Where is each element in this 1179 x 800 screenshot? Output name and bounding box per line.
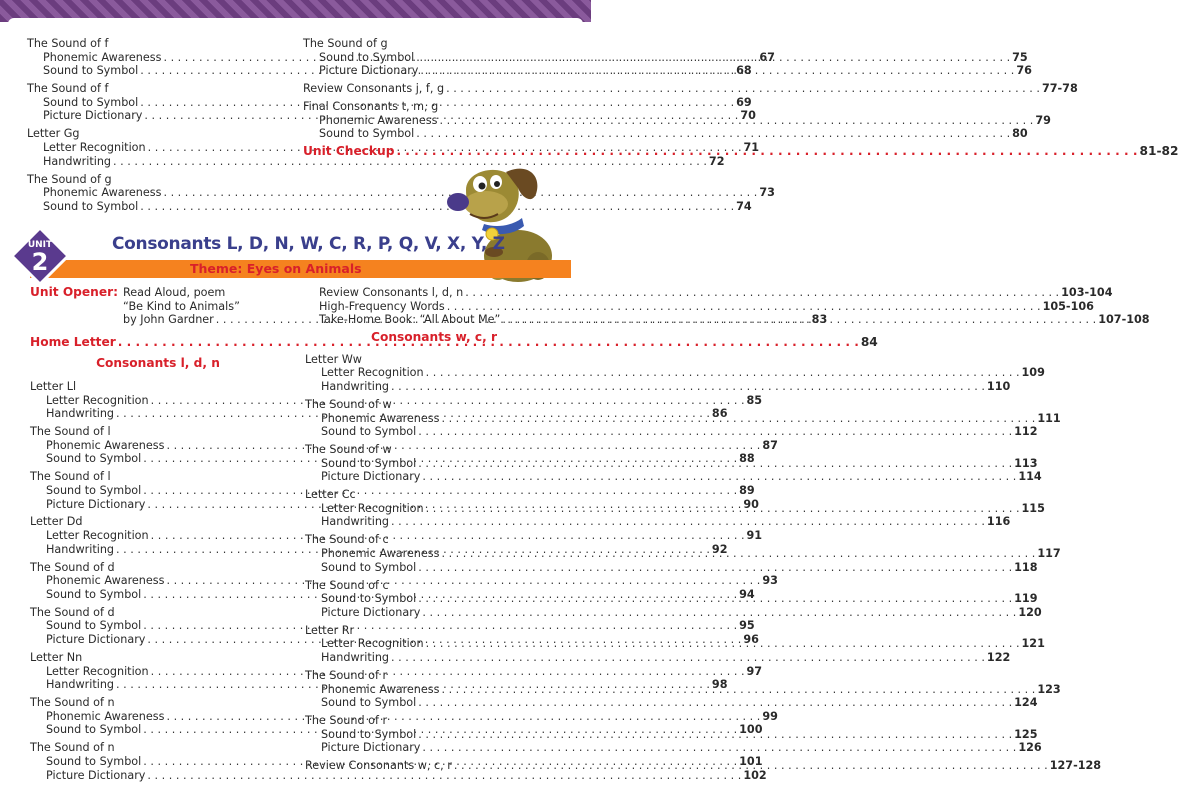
entry-page: 92 [711,542,728,556]
toc-entry [303,127,1028,141]
entry-label: Review Consonants j, f, g [303,82,445,96]
toc-group [305,352,1045,394]
toc-entry [27,154,725,169]
entry-label: by John Gardner [123,313,214,327]
entry-label: Sound to Symbol [43,95,139,109]
toc-entry [319,286,1113,300]
group-heading: Letter Ww [305,352,362,366]
entry-label: Picture Dictionary [46,768,146,782]
entry-label: Picture Dictionary [321,470,421,484]
entry-page: 126 [1018,741,1042,755]
entry-page: 71 [743,140,760,154]
entry-label: Picture Dictionary [46,497,146,511]
entry-label: Picture Dictionary [319,64,419,78]
entry-page: 111 [1037,411,1061,425]
entry-page: 101 [739,754,763,768]
group-heading: The Sound of f [27,82,109,96]
entry-label: Handwriting [321,650,390,664]
entry-page: 118 [1014,560,1038,574]
entry-label: Sound to Symbol [46,587,142,601]
entry-page: 124 [1014,696,1038,710]
toc-entry [27,199,752,214]
group-heading: The Sound of l [30,425,111,439]
group-heading: The Sound of r [305,668,388,682]
entry-page: 91 [746,529,763,543]
entry-page: 67 [759,50,775,64]
entry-label: Sound to Symbol [321,727,417,741]
entry-label: Sound to Symbol [46,483,142,497]
entry-label: Letter Recognition [321,501,424,515]
group-heading: The Sound of r [305,714,388,728]
group-heading: Final Consonants t, m, g [303,100,439,114]
group-heading: The Sound of d [30,560,115,574]
entry-label: Sound to Symbol [46,619,142,633]
entry-page: 122 [986,650,1011,664]
entry-page: 80 [1012,127,1028,141]
entry-page: 107-108 [1098,313,1150,327]
group-heading: The Sound of n [30,741,115,755]
entry-page: 121 [1021,637,1045,651]
entry-page: 94 [739,587,755,601]
entry-page: 99 [762,709,778,723]
opener-line: Read Aloud, poem [123,286,226,299]
entry-label: Home Letter [30,334,116,349]
toc-entry [305,425,1038,439]
entry-page: 88 [739,452,755,466]
entry-page: 102 [743,768,767,782]
entry-page: 86 [711,407,728,421]
entry-label: Picture Dictionary [43,109,143,123]
entry-label: Letter Recognition [46,664,149,678]
opener-line: “Be Kind to Animals” [123,299,240,313]
group-heading: Letter Ll [30,379,77,393]
unit-badge [10,226,70,286]
entry-page: 95 [739,619,755,633]
entry-label: Review Consonants l, d, n [319,286,464,299]
entry-label: Handwriting [46,542,115,556]
entry-label: Letter Recognition [43,140,146,154]
entry-label: Handwriting [46,678,115,692]
entry-page: 77-78 [1041,82,1078,96]
toc-entry [305,605,1042,620]
entry-label: Phonemic Awareness [321,411,440,425]
entry-page: 110 [986,379,1011,393]
group-heading: The Sound of w [305,443,392,457]
unit-opener-label: Unit Opener: [30,285,118,299]
entry-label: Sound to Symbol [321,560,417,574]
entry-label: Sound to Symbol [43,199,139,213]
group-heading: The Sound of g [303,37,388,50]
group-heading: The Sound of f [27,37,109,50]
entry-label: Picture Dictionary [321,741,421,755]
toc-entry [27,186,775,200]
entry-label: Sound to Symbol [321,592,417,606]
entry-label: Letter Recognition [46,393,149,407]
unit-title: Consonants L, D, N, W, C, R, P, Q, V, X, Y, Z [112,234,505,254]
toc-entry [30,723,763,737]
toc-entry [30,587,755,602]
entry-label: Letter Recognition [321,637,424,651]
entry-page: 87 [762,438,778,452]
entry-label: Take-Home Book: “All About Me” [319,313,501,327]
toc-entry [305,515,1011,529]
toc-entry [305,470,1042,484]
entry-page: 93 [762,574,778,588]
entry-page: 79 [1035,113,1051,127]
entry-label: Phonemic Awareness [46,709,165,723]
group-heading: The Sound of d [30,605,115,619]
entry-page: 100 [739,723,763,737]
group-heading: The Sound of c [305,578,389,592]
entry-label: Phonemic Awareness [43,50,162,64]
entry-page: 125 [1014,727,1038,741]
toc-group [303,82,1078,96]
entry-page: 72 [708,154,725,168]
toc-entry [305,560,1038,575]
unit-badge-word: UNIT [27,240,53,250]
entry-page: 120 [1018,605,1042,619]
entry-page: 84 [860,334,878,349]
toc-entry [305,379,1011,394]
entry-label: Picture Dictionary [321,605,421,619]
entry-page: 98 [711,678,728,692]
entry-page: 114 [1018,470,1042,484]
entry-page: 69 [736,95,752,109]
entry-page: 119 [1014,592,1038,606]
entry-label: Phonemic Awareness [46,574,165,588]
entry-label: Sound to Symbol [321,456,417,470]
toc-entry [30,768,767,783]
entry-label: Phonemic Awareness [321,547,440,561]
entry-label: Sound to Symbol [321,425,417,439]
toc-entry [305,741,1042,755]
entry-label: Unit Checkup [303,144,395,159]
entry-page: 73 [759,186,775,200]
toc-entry [319,299,1094,314]
entry-label: Sound to Symbol [321,696,417,710]
entry-label: Phonemic Awareness [43,186,162,200]
toc-entry [305,366,1045,380]
entry-page: 74 [736,199,752,213]
group-heading: The Sound of n [30,696,115,710]
entry-label: Sound to Symbol [46,723,142,737]
entry-label: Picture Dictionary [46,633,146,647]
entry-page: 103-104 [1061,286,1113,299]
entry-page: 116 [986,515,1011,529]
entry-label: Handwriting [46,407,115,421]
group-heading: The Sound of l [30,470,111,484]
entry-page: 105-106 [1042,299,1094,313]
entry-page: 109 [1021,366,1045,380]
entry-label: Sound to Symbol [46,452,142,466]
entry-label: Handwriting [321,515,390,529]
section-title: Consonants w, c, r [371,330,497,345]
entry-page: 113 [1014,456,1038,470]
entry-page: 70 [740,109,756,123]
entry-label: Sound to Symbol [46,754,142,768]
toc-entry [303,82,1078,96]
entry-label: Letter Recognition [321,366,424,380]
entry-page: 112 [1014,425,1038,439]
entry-label: High-Frequency Words [319,299,445,313]
group-heading: Letter Nn [30,651,83,664]
entry-page: 89 [739,483,755,497]
group-heading: The Sound of c [305,533,389,547]
entry-page: 75 [1012,50,1028,64]
entry-page: 117 [1037,547,1061,561]
entry-page: 115 [1021,501,1045,515]
unit-theme: Theme: Eyes on Animals [190,261,362,276]
entry-page: 90 [743,497,759,511]
group-heading: Letter Dd [30,515,83,529]
entry-page: 123 [1037,682,1061,696]
toc-entry [305,650,1011,665]
group-heading: Letter Gg [27,127,80,141]
group-heading: The Sound of g [27,172,112,186]
entry-label: Phonemic Awareness [319,113,438,127]
group-heading: Letter Rr [305,623,355,637]
entry-page: 97 [746,664,763,678]
entry-page: 76 [1016,64,1032,78]
entry-page: 81-82 [1139,144,1179,159]
entry-label: Sound to Symbol [43,64,139,78]
toc-entry [305,696,1038,710]
entry-page: 68 [736,64,752,78]
entry-label: Sound to Symbol [319,127,415,141]
entry-label: Review Consonants w, c, r [305,759,452,773]
toc-entry [30,452,755,466]
toc-group [27,172,775,214]
group-heading: The Sound of w [305,397,392,411]
entry-page: 127-128 [1049,759,1102,773]
entry-label: Phonemic Awareness [321,682,440,696]
group-heading: Letter Cc [305,488,356,502]
entry-label: Phonemic Awareness [46,438,165,452]
unit-badge-number: 2 [31,248,49,276]
entry-label: Sound to Symbol [319,50,415,64]
entry-page: 96 [743,633,759,647]
entry-label: Handwriting [321,379,390,393]
section-title: Consonants l, d, n [96,356,220,371]
entry-page: 85 [746,393,763,407]
entry-label: Letter Recognition [46,529,149,543]
entry-page: 83 [811,313,828,327]
entry-label: Handwriting [43,154,112,168]
